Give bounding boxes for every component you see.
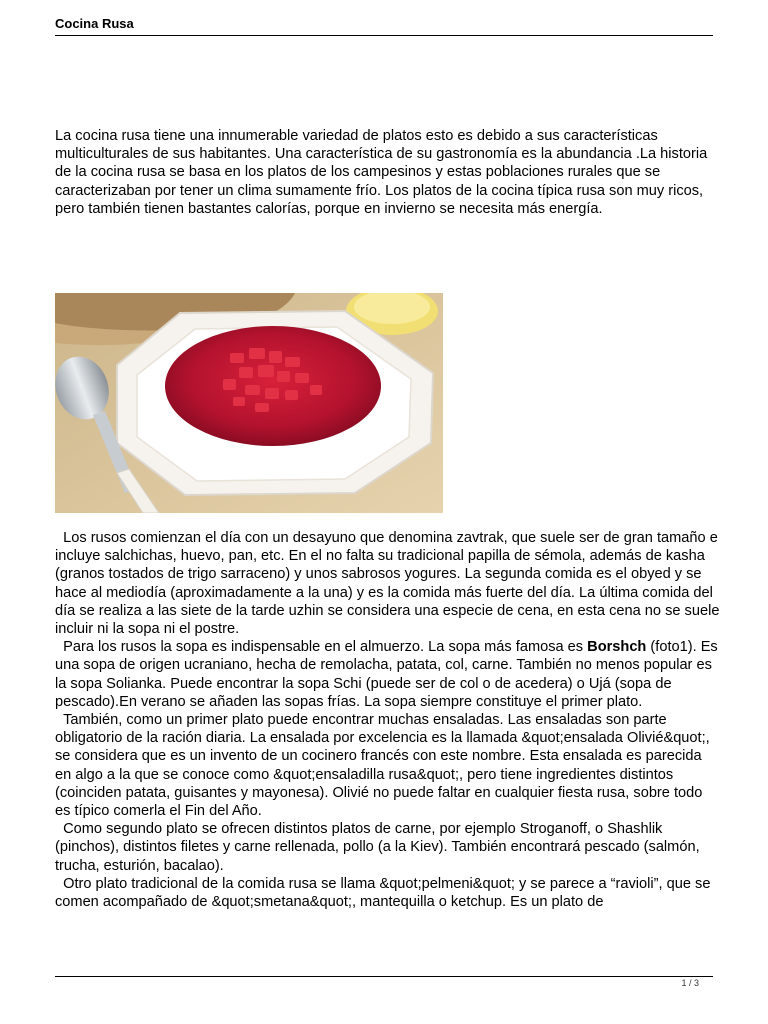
paragraph-main-course-text: Como segundo plato se ofrecen distintos platos de carne, por ejemplo Stroganoff, o Shashlik (pinchos), distintos filetes y carne rellenada, pollo (a la Kiev). También encontrará pescado (salmón, trucha, esturión, bacalao). xyxy=(55,821,700,874)
paragraph-salads xyxy=(55,711,720,820)
paragraph-breakfast-text: Los rusos comienzan el día con un desayuno que denomina zavtrak, que suele ser de gran tamaño e incluye salchichas, huevo, pan, etc. En el no falta su tradicional papilla de sémola, además de kasha (granos tostados de trigo sarraceno) y unos sabrosos yogures. La segunda comida es el obyed y se hace al mediodía (aproximadamente a la una) y es la comida más fuerte del día. La última comida del día se realiza a las siete de la tarde uzhin se considera una especie de cena, en esta cena no se suele incluir ni la sopa ni el postre. xyxy=(55,530,720,638)
intro-paragraph: La cocina rusa tiene una innumerable variedad de platos esto es debido a sus características multiculturales de sus habitantes. Una característica de su gastronomía es la abundancia .La historia de la cocina rusa se basa en los platos de los campesinos y estas poblaciones rurales que se caracterizaban por tener un clima sumamente frío. Los platos de la cocina típica rusa son muy ricos, pero también tienen bastantes calorías, porque en invierno se necesita más energía. xyxy=(55,128,708,217)
page-number: 1 / 3 xyxy=(681,978,699,988)
paragraph-soups-text-start: Para los rusos la sopa es indispensable en el almuerzo. La sopa más famosa es xyxy=(63,639,588,656)
borshch-bold-term: Borshch xyxy=(587,639,647,656)
document-header-title: Cocina Rusa xyxy=(55,16,134,31)
paragraph-breakfast xyxy=(55,529,720,638)
header-divider xyxy=(55,35,713,36)
paragraph-pelmeni-text: Otro plato tradicional de la comida rusa se llama &quot;pelmeni&quot; y se parece a “ravioli”, que se comen acompañado de &quot;smetana&quot;, mantequilla o ketchup. Es un plato de xyxy=(55,875,711,911)
borshch-photo xyxy=(55,293,443,513)
article-body xyxy=(55,529,720,911)
paragraph-salads-text: También, como un primer plato puede encontrar muchas ensaladas. Las ensaladas son parte obligatorio de la ración diaria. La ensalada por excelencia es la llamada &quot;ensalada Olivié&quot;, se considera que es un invento de un cocinero francés con este nombre. Esta ensalada es parecida en algo a la que se conoce como &quot;ensaladilla rusa&quot;, pero tiene ingredientes distintos (coinciden patata, guisantes y mayonesa). Olivié no puede faltar en cualquier fiesta rusa, sobre todo es típico comerla el Fin del Año. xyxy=(55,712,710,820)
footer-divider xyxy=(55,976,713,977)
paragraph-soups xyxy=(55,638,720,711)
paragraph-pelmeni xyxy=(55,875,720,911)
paragraph-soups-text-end: (foto1). Es una sopa de origen ucraniano, hecha de remolacha, patata, col, carne. También no menos popular es la sopa Solianka. Puede encontrar la sopa Schi (puede ser de col o de acedera) o Ujá (sopa de pescado).En verano se añaden las sopas frías. La sopa siempre constituye el primer plato. xyxy=(55,639,718,710)
paragraph-main-course xyxy=(55,820,720,875)
borshch-soup xyxy=(165,326,381,446)
